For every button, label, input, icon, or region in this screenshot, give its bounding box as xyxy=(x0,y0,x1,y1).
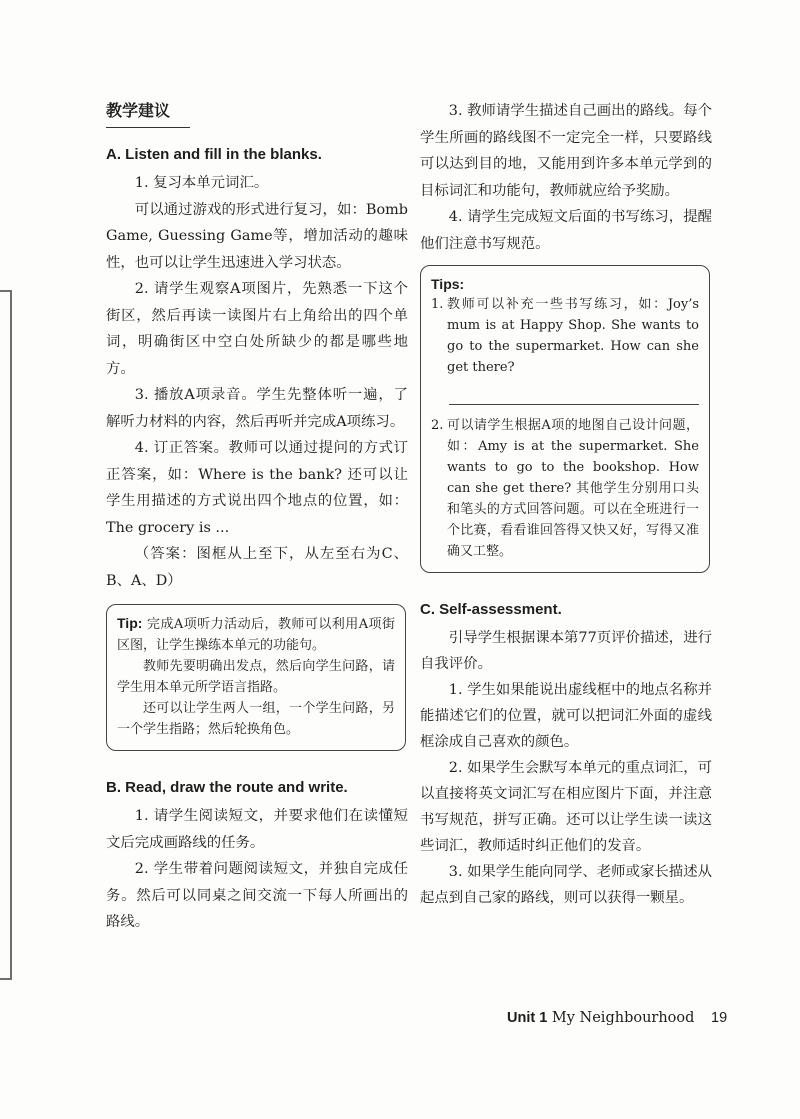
c-para-3: 2. 如果学生会默写本单元的重点词汇，可以直接将英文词汇写在相应图片下面，并注意书写规范，拼写正确。还可以让学生读一读这些词汇，教师适时纠正他们的发音。 xyxy=(420,760,712,854)
left-column xyxy=(106,98,408,936)
right-column xyxy=(420,98,712,911)
writing-line xyxy=(449,404,699,405)
a-para-2: 可以通过游戏的形式进行复习，如：Bomb Game, Guessing Game等，增加活动的趣味性，也可以让学生迅速进入学习状态。 xyxy=(106,201,408,271)
tips-item-2 xyxy=(431,415,699,562)
heading-c: C. Self-assessment. xyxy=(420,601,562,618)
a-para-4: 3. 播放A项录音。学生先整体听一遍，了解听力材料的内容，然后再听并完成A项练习。 xyxy=(106,387,408,430)
footer-unit: Unit 1 xyxy=(507,1010,548,1026)
a-para-3: 2. 请学生观察A项图片，先熟悉一下这个街区，然后再读一读图片右上角给出的四个单词，明确街区中空白处所缺少的都是哪些地方。 xyxy=(106,281,408,377)
footer-unit-title: My Neighbourhood xyxy=(551,1010,695,1026)
page-footer xyxy=(507,1010,727,1026)
tip-box-a xyxy=(106,604,406,751)
tip-a-text-1: 完成A项听力活动后，教师可以利用A项街区图，让学生操练本单元的功能句。 xyxy=(117,617,395,653)
b-para-4: 4. 请学生完成短文后面的书写练习，提醒他们注意书写规范。 xyxy=(420,209,712,252)
heading-b: B. Read, draw the route and write. xyxy=(106,779,348,796)
section-title: 教学建议 xyxy=(106,101,171,120)
b-para-1: 1. 请学生阅读短文，并要求他们在读懂短文后完成画路线的任务。 xyxy=(106,808,408,851)
tips-item-2-text: 可以请学生根据A项的地图自己设计问题，如：Amy is at the supermarket. She wants to go to the bookshop. How can she get there? 其他学生分别用口头和笔头的方式回答问题。可以在全班进行一个比赛，看看谁回答得又快又好，写得又准确又工整。 xyxy=(447,418,699,559)
b-para-2: 2. 学生带着问题阅读短文，并独自完成任务。然后可以同桌之间交流一下每人所画出的路线。 xyxy=(106,861,408,930)
page-number: 19 xyxy=(711,1010,728,1026)
binding-edge-bracket xyxy=(0,290,12,980)
tips-label: Tips: xyxy=(431,276,465,292)
a-para-5: 4. 订正答案。教师可以通过提问的方式订正答案，如：Where is the bank? 还可以让学生用描述的方式说出四个地点的位置，如：The grocery is ... xyxy=(106,440,408,536)
tip-a-text-2: 教师先要明确出发点，然后向学生问路，请学生用本单元所学语言指路。 xyxy=(117,659,395,695)
c-para-4: 3. 如果学生能向同学、老师或家长描述从起点到自己家的路线，则可以获得一颗星。 xyxy=(420,864,712,906)
tips-item-2-number: 2. xyxy=(431,418,444,433)
tips-item-1-text: 教师可以补充一些书写练习，如：Joy’s mum is at Happy Shop. She wants to go to the supermarket. How can she get there? xyxy=(447,297,699,375)
section-title-underline xyxy=(106,127,190,128)
tips-item-1 xyxy=(431,294,699,378)
tips-item-1-number: 1. xyxy=(431,297,444,312)
a-para-1: 1. 复习本单元词汇。 xyxy=(134,175,269,191)
b-para-3: 3. 教师请学生描述自己画出的路线。每个学生所画的路线图不一定完全一样，只要路线可以达到目的地，又能用到许多本单元学到的目标词汇和功能句，教师就应给予奖励。 xyxy=(420,103,712,199)
a-answer: （答案：图框从上至下，从左至右为C、B、A、D） xyxy=(106,546,408,589)
tips-box-b xyxy=(420,265,710,573)
c-para-1: 引导学生根据课本第77页评价描述，进行自我评价。 xyxy=(420,630,712,672)
c-para-2: 1. 学生如果能说出虚线框中的地点名称并能描述它们的位置，就可以把词汇外面的虚线框涂成自己喜欢的颜色。 xyxy=(420,682,712,750)
tip-a-first xyxy=(117,613,395,656)
heading-a: A. Listen and fill in the blanks. xyxy=(106,146,322,163)
tip-label: Tip: xyxy=(117,615,143,631)
tip-a-text-3: 还可以让学生两人一组，一个学生问路，另一个学生指路；然后轮换角色。 xyxy=(117,701,395,737)
